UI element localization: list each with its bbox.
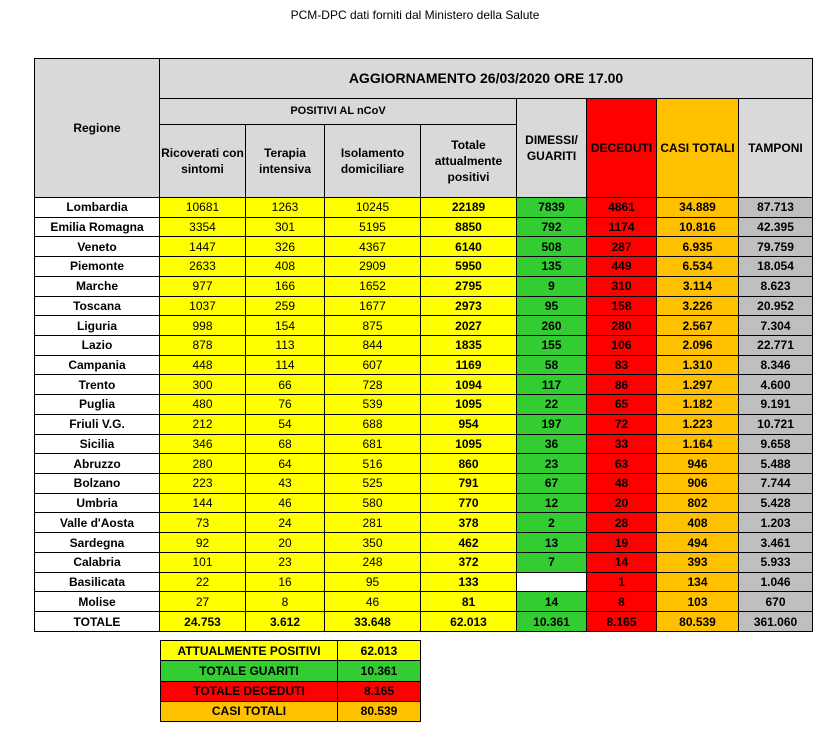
deceduti-cell: 72	[587, 414, 657, 434]
total-totale-positivi-cell: 62.013	[421, 612, 517, 632]
totale-positivi-cell: 1169	[421, 355, 517, 375]
isolamento-cell: 350	[325, 533, 421, 553]
ricoverati-cell: 300	[160, 375, 246, 395]
dimessi-cell: 792	[517, 217, 587, 237]
totale-positivi-cell: 954	[421, 414, 517, 434]
region-name: Liguria	[35, 316, 160, 336]
casi-totali-cell: 1.182	[657, 395, 739, 415]
ricoverati-cell: 223	[160, 473, 246, 493]
isolamento-cell: 2909	[325, 257, 421, 277]
terapia-cell: 76	[246, 395, 325, 415]
terapia-cell: 301	[246, 217, 325, 237]
terapia-cell: 23	[246, 552, 325, 572]
table-row	[35, 395, 813, 415]
tamponi-cell: 4.600	[739, 375, 813, 395]
casi-totali-cell: 494	[657, 533, 739, 553]
ricoverati-cell: 101	[160, 552, 246, 572]
deceduti-cell: 4861	[587, 197, 657, 217]
tamponi-cell: 3.461	[739, 533, 813, 553]
casi-totali-cell: 802	[657, 493, 739, 513]
header-tamponi: TAMPONI	[739, 99, 813, 198]
terapia-cell: 43	[246, 473, 325, 493]
totale-positivi-cell: 1094	[421, 375, 517, 395]
total-isolamento-cell: 33.648	[325, 612, 421, 632]
totale-positivi-cell: 1095	[421, 395, 517, 415]
ricoverati-cell: 2633	[160, 257, 246, 277]
summary-label: CASI TOTALI	[161, 701, 338, 721]
isolamento-cell: 4367	[325, 237, 421, 257]
ricoverati-cell: 998	[160, 316, 246, 336]
isolamento-cell: 688	[325, 414, 421, 434]
terapia-cell: 1263	[246, 197, 325, 217]
isolamento-cell: 46	[325, 592, 421, 612]
summary-value: 62.013	[338, 641, 421, 661]
ricoverati-cell: 977	[160, 276, 246, 296]
dimessi-cell: 12	[517, 493, 587, 513]
tamponi-cell: 7.304	[739, 316, 813, 336]
tamponi-cell: 8.346	[739, 355, 813, 375]
dimessi-cell: 13	[517, 533, 587, 553]
isolamento-cell: 539	[325, 395, 421, 415]
summary-row	[161, 641, 421, 661]
region-name: Veneto	[35, 237, 160, 257]
table-row	[35, 197, 813, 217]
ricoverati-cell: 10681	[160, 197, 246, 217]
dimessi-cell: 7839	[517, 197, 587, 217]
casi-totali-cell: 6.534	[657, 257, 739, 277]
summary-value: 8.165	[338, 681, 421, 701]
table-row	[35, 592, 813, 612]
terapia-cell: 20	[246, 533, 325, 553]
terapia-cell: 113	[246, 335, 325, 355]
deceduti-cell: 63	[587, 454, 657, 474]
totale-positivi-cell: 860	[421, 454, 517, 474]
ricoverati-cell: 144	[160, 493, 246, 513]
totale-positivi-cell: 462	[421, 533, 517, 553]
casi-totali-cell: 3.114	[657, 276, 739, 296]
isolamento-cell: 281	[325, 513, 421, 533]
header-casi-totali: CASI TOTALI	[657, 99, 739, 198]
terapia-cell: 154	[246, 316, 325, 336]
dimessi-cell: 67	[517, 473, 587, 493]
deceduti-cell: 19	[587, 533, 657, 553]
total-casi-totali-cell: 80.539	[657, 612, 739, 632]
total-deceduti-cell: 8.165	[587, 612, 657, 632]
deceduti-cell: 310	[587, 276, 657, 296]
deceduti-cell: 28	[587, 513, 657, 533]
region-name: Molise	[35, 592, 160, 612]
summary-row	[161, 681, 421, 701]
table-row	[35, 454, 813, 474]
dimessi-cell: 2	[517, 513, 587, 533]
ricoverati-cell: 212	[160, 414, 246, 434]
tamponi-cell: 8.623	[739, 276, 813, 296]
table-row	[35, 552, 813, 572]
terapia-cell: 66	[246, 375, 325, 395]
table-row	[35, 513, 813, 533]
dimessi-cell: 508	[517, 237, 587, 257]
summary-label: TOTALE DECEDUTI	[161, 681, 338, 701]
ricoverati-cell: 1037	[160, 296, 246, 316]
region-name: Trento	[35, 375, 160, 395]
header-terapia: Terapia intensiva	[246, 125, 325, 197]
table-row	[35, 434, 813, 454]
table-row	[35, 316, 813, 336]
dimessi-cell: 14	[517, 592, 587, 612]
region-name: Sardegna	[35, 533, 160, 553]
header-dimessi: DIMESSI/ GUARITI	[517, 99, 587, 198]
totale-positivi-cell: 2973	[421, 296, 517, 316]
region-name: Lombardia	[35, 197, 160, 217]
total-terapia-cell: 3.612	[246, 612, 325, 632]
tamponi-cell: 20.952	[739, 296, 813, 316]
terapia-cell: 68	[246, 434, 325, 454]
header-ricoverati: Ricoverati con sintomi	[160, 125, 246, 197]
isolamento-cell: 5195	[325, 217, 421, 237]
isolamento-cell: 95	[325, 572, 421, 592]
table-row	[35, 473, 813, 493]
totale-positivi-cell: 133	[421, 572, 517, 592]
terapia-cell: 114	[246, 355, 325, 375]
deceduti-cell: 158	[587, 296, 657, 316]
deceduti-cell: 8	[587, 592, 657, 612]
dimessi-cell: 9	[517, 276, 587, 296]
header-regione: Regione	[35, 59, 160, 198]
dimessi-cell: 117	[517, 375, 587, 395]
tamponi-cell: 5.933	[739, 552, 813, 572]
terapia-cell: 166	[246, 276, 325, 296]
casi-totali-cell: 946	[657, 454, 739, 474]
totale-positivi-cell: 2027	[421, 316, 517, 336]
isolamento-cell: 844	[325, 335, 421, 355]
isolamento-cell: 248	[325, 552, 421, 572]
region-name: Friuli V.G.	[35, 414, 160, 434]
isolamento-cell: 875	[325, 316, 421, 336]
table-row	[35, 257, 813, 277]
page-caption: PCM-DPC dati forniti dal Ministero della Salute	[290, 8, 540, 22]
tamponi-cell: 79.759	[739, 237, 813, 257]
summary-table	[160, 640, 421, 722]
terapia-cell: 64	[246, 454, 325, 474]
deceduti-cell: 1	[587, 572, 657, 592]
region-name: Bolzano	[35, 473, 160, 493]
summary-row	[161, 661, 421, 681]
dimessi-cell: 22	[517, 395, 587, 415]
region-name: Sicilia	[35, 434, 160, 454]
casi-totali-cell: 6.935	[657, 237, 739, 257]
casi-totali-cell: 34.889	[657, 197, 739, 217]
ricoverati-cell: 73	[160, 513, 246, 533]
totale-positivi-cell: 6140	[421, 237, 517, 257]
totale-positivi-cell: 81	[421, 592, 517, 612]
totale-positivi-cell: 372	[421, 552, 517, 572]
ricoverati-cell: 1447	[160, 237, 246, 257]
deceduti-cell: 86	[587, 375, 657, 395]
dimessi-cell: 36	[517, 434, 587, 454]
tamponi-cell: 7.744	[739, 473, 813, 493]
isolamento-cell: 1652	[325, 276, 421, 296]
region-name: Valle d'Aosta	[35, 513, 160, 533]
terapia-cell: 408	[246, 257, 325, 277]
region-name: Lazio	[35, 335, 160, 355]
ricoverati-cell: 480	[160, 395, 246, 415]
totale-positivi-cell: 2795	[421, 276, 517, 296]
casi-totali-cell: 906	[657, 473, 739, 493]
ricoverati-cell: 346	[160, 434, 246, 454]
casi-totali-cell: 2.567	[657, 316, 739, 336]
region-name: Abruzzo	[35, 454, 160, 474]
table-row	[35, 335, 813, 355]
dimessi-cell: 260	[517, 316, 587, 336]
total-tamponi-cell: 361.060	[739, 612, 813, 632]
casi-totali-cell: 3.226	[657, 296, 739, 316]
deceduti-cell: 33	[587, 434, 657, 454]
deceduti-cell: 65	[587, 395, 657, 415]
header-update: AGGIORNAMENTO 26/03/2020 ORE 17.00	[160, 59, 813, 99]
tamponi-cell: 10.721	[739, 414, 813, 434]
isolamento-cell: 525	[325, 473, 421, 493]
dimessi-cell: 135	[517, 257, 587, 277]
dimessi-cell: 23	[517, 454, 587, 474]
ricoverati-cell: 280	[160, 454, 246, 474]
region-name: Basilicata	[35, 572, 160, 592]
deceduti-cell: 14	[587, 552, 657, 572]
isolamento-cell: 1677	[325, 296, 421, 316]
isolamento-cell: 728	[325, 375, 421, 395]
casi-totali-cell: 408	[657, 513, 739, 533]
tamponi-cell: 42.395	[739, 217, 813, 237]
isolamento-cell: 681	[325, 434, 421, 454]
total-ricoverati-cell: 24.753	[160, 612, 246, 632]
terapia-cell: 16	[246, 572, 325, 592]
summary-value: 80.539	[338, 701, 421, 721]
table-row	[35, 493, 813, 513]
tamponi-cell: 18.054	[739, 257, 813, 277]
dimessi-cell: 155	[517, 335, 587, 355]
table-row	[35, 237, 813, 257]
totale-positivi-cell: 5950	[421, 257, 517, 277]
tamponi-cell: 1.203	[739, 513, 813, 533]
totale-positivi-cell: 8850	[421, 217, 517, 237]
tamponi-cell: 5.488	[739, 454, 813, 474]
terapia-cell: 54	[246, 414, 325, 434]
isolamento-cell: 607	[325, 355, 421, 375]
tamponi-cell: 9.658	[739, 434, 813, 454]
table-row	[35, 217, 813, 237]
ricoverati-cell: 878	[160, 335, 246, 355]
dimessi-cell: 58	[517, 355, 587, 375]
table-row	[35, 572, 813, 592]
terapia-cell: 8	[246, 592, 325, 612]
region-name: Emilia Romagna	[35, 217, 160, 237]
dimessi-cell	[517, 572, 587, 592]
header-isolamento: Isolamento domiciliare	[325, 125, 421, 197]
summary-label: ATTUALMENTE POSITIVI	[161, 641, 338, 661]
totale-positivi-cell: 770	[421, 493, 517, 513]
region-name: Toscana	[35, 296, 160, 316]
table-row	[35, 375, 813, 395]
region-name: Puglia	[35, 395, 160, 415]
casi-totali-cell: 1.164	[657, 434, 739, 454]
region-name: Marche	[35, 276, 160, 296]
ricoverati-cell: 3354	[160, 217, 246, 237]
summary-label: TOTALE GUARITI	[161, 661, 338, 681]
covid-table	[34, 58, 813, 632]
region-name: Piemonte	[35, 257, 160, 277]
tamponi-cell: 87.713	[739, 197, 813, 217]
table-row	[35, 276, 813, 296]
table-row	[35, 414, 813, 434]
ricoverati-cell: 92	[160, 533, 246, 553]
header-positivi: POSITIVI AL nCoV	[160, 99, 517, 125]
tamponi-cell: 1.046	[739, 572, 813, 592]
dimessi-cell: 95	[517, 296, 587, 316]
terapia-cell: 24	[246, 513, 325, 533]
table-row	[35, 296, 813, 316]
region-name: Umbria	[35, 493, 160, 513]
ricoverati-cell: 22	[160, 572, 246, 592]
casi-totali-cell: 393	[657, 552, 739, 572]
deceduti-cell: 106	[587, 335, 657, 355]
totale-positivi-cell: 1835	[421, 335, 517, 355]
ricoverati-cell: 27	[160, 592, 246, 612]
terapia-cell: 326	[246, 237, 325, 257]
deceduti-cell: 449	[587, 257, 657, 277]
totale-positivi-cell: 22189	[421, 197, 517, 217]
table-row	[35, 355, 813, 375]
summary-value: 10.361	[338, 661, 421, 681]
deceduti-cell: 20	[587, 493, 657, 513]
deceduti-cell: 287	[587, 237, 657, 257]
deceduti-cell: 1174	[587, 217, 657, 237]
casi-totali-cell: 134	[657, 572, 739, 592]
table-row	[35, 533, 813, 553]
casi-totali-cell: 1.310	[657, 355, 739, 375]
region-name: Campania	[35, 355, 160, 375]
total-row	[35, 612, 813, 632]
deceduti-cell: 48	[587, 473, 657, 493]
totale-positivi-cell: 791	[421, 473, 517, 493]
isolamento-cell: 10245	[325, 197, 421, 217]
dimessi-cell: 197	[517, 414, 587, 434]
totale-positivi-cell: 378	[421, 513, 517, 533]
totale-positivi-cell: 1095	[421, 434, 517, 454]
region-name: Calabria	[35, 552, 160, 572]
casi-totali-cell: 10.816	[657, 217, 739, 237]
isolamento-cell: 580	[325, 493, 421, 513]
total-dimessi-cell: 10.361	[517, 612, 587, 632]
isolamento-cell: 516	[325, 454, 421, 474]
casi-totali-cell: 1.223	[657, 414, 739, 434]
casi-totali-cell: 103	[657, 592, 739, 612]
dimessi-cell: 7	[517, 552, 587, 572]
terapia-cell: 46	[246, 493, 325, 513]
terapia-cell: 259	[246, 296, 325, 316]
deceduti-cell: 83	[587, 355, 657, 375]
deceduti-cell: 280	[587, 316, 657, 336]
casi-totali-cell: 1.297	[657, 375, 739, 395]
tamponi-cell: 9.191	[739, 395, 813, 415]
tamponi-cell: 5.428	[739, 493, 813, 513]
casi-totali-cell: 2.096	[657, 335, 739, 355]
summary-row	[161, 701, 421, 721]
tamponi-cell: 670	[739, 592, 813, 612]
header-deceduti: DECEDUTI	[587, 99, 657, 198]
total-region-name: TOTALE	[35, 612, 160, 632]
tamponi-cell: 22.771	[739, 335, 813, 355]
ricoverati-cell: 448	[160, 355, 246, 375]
header-totale-positivi: Totale attualmente positivi	[421, 125, 517, 197]
